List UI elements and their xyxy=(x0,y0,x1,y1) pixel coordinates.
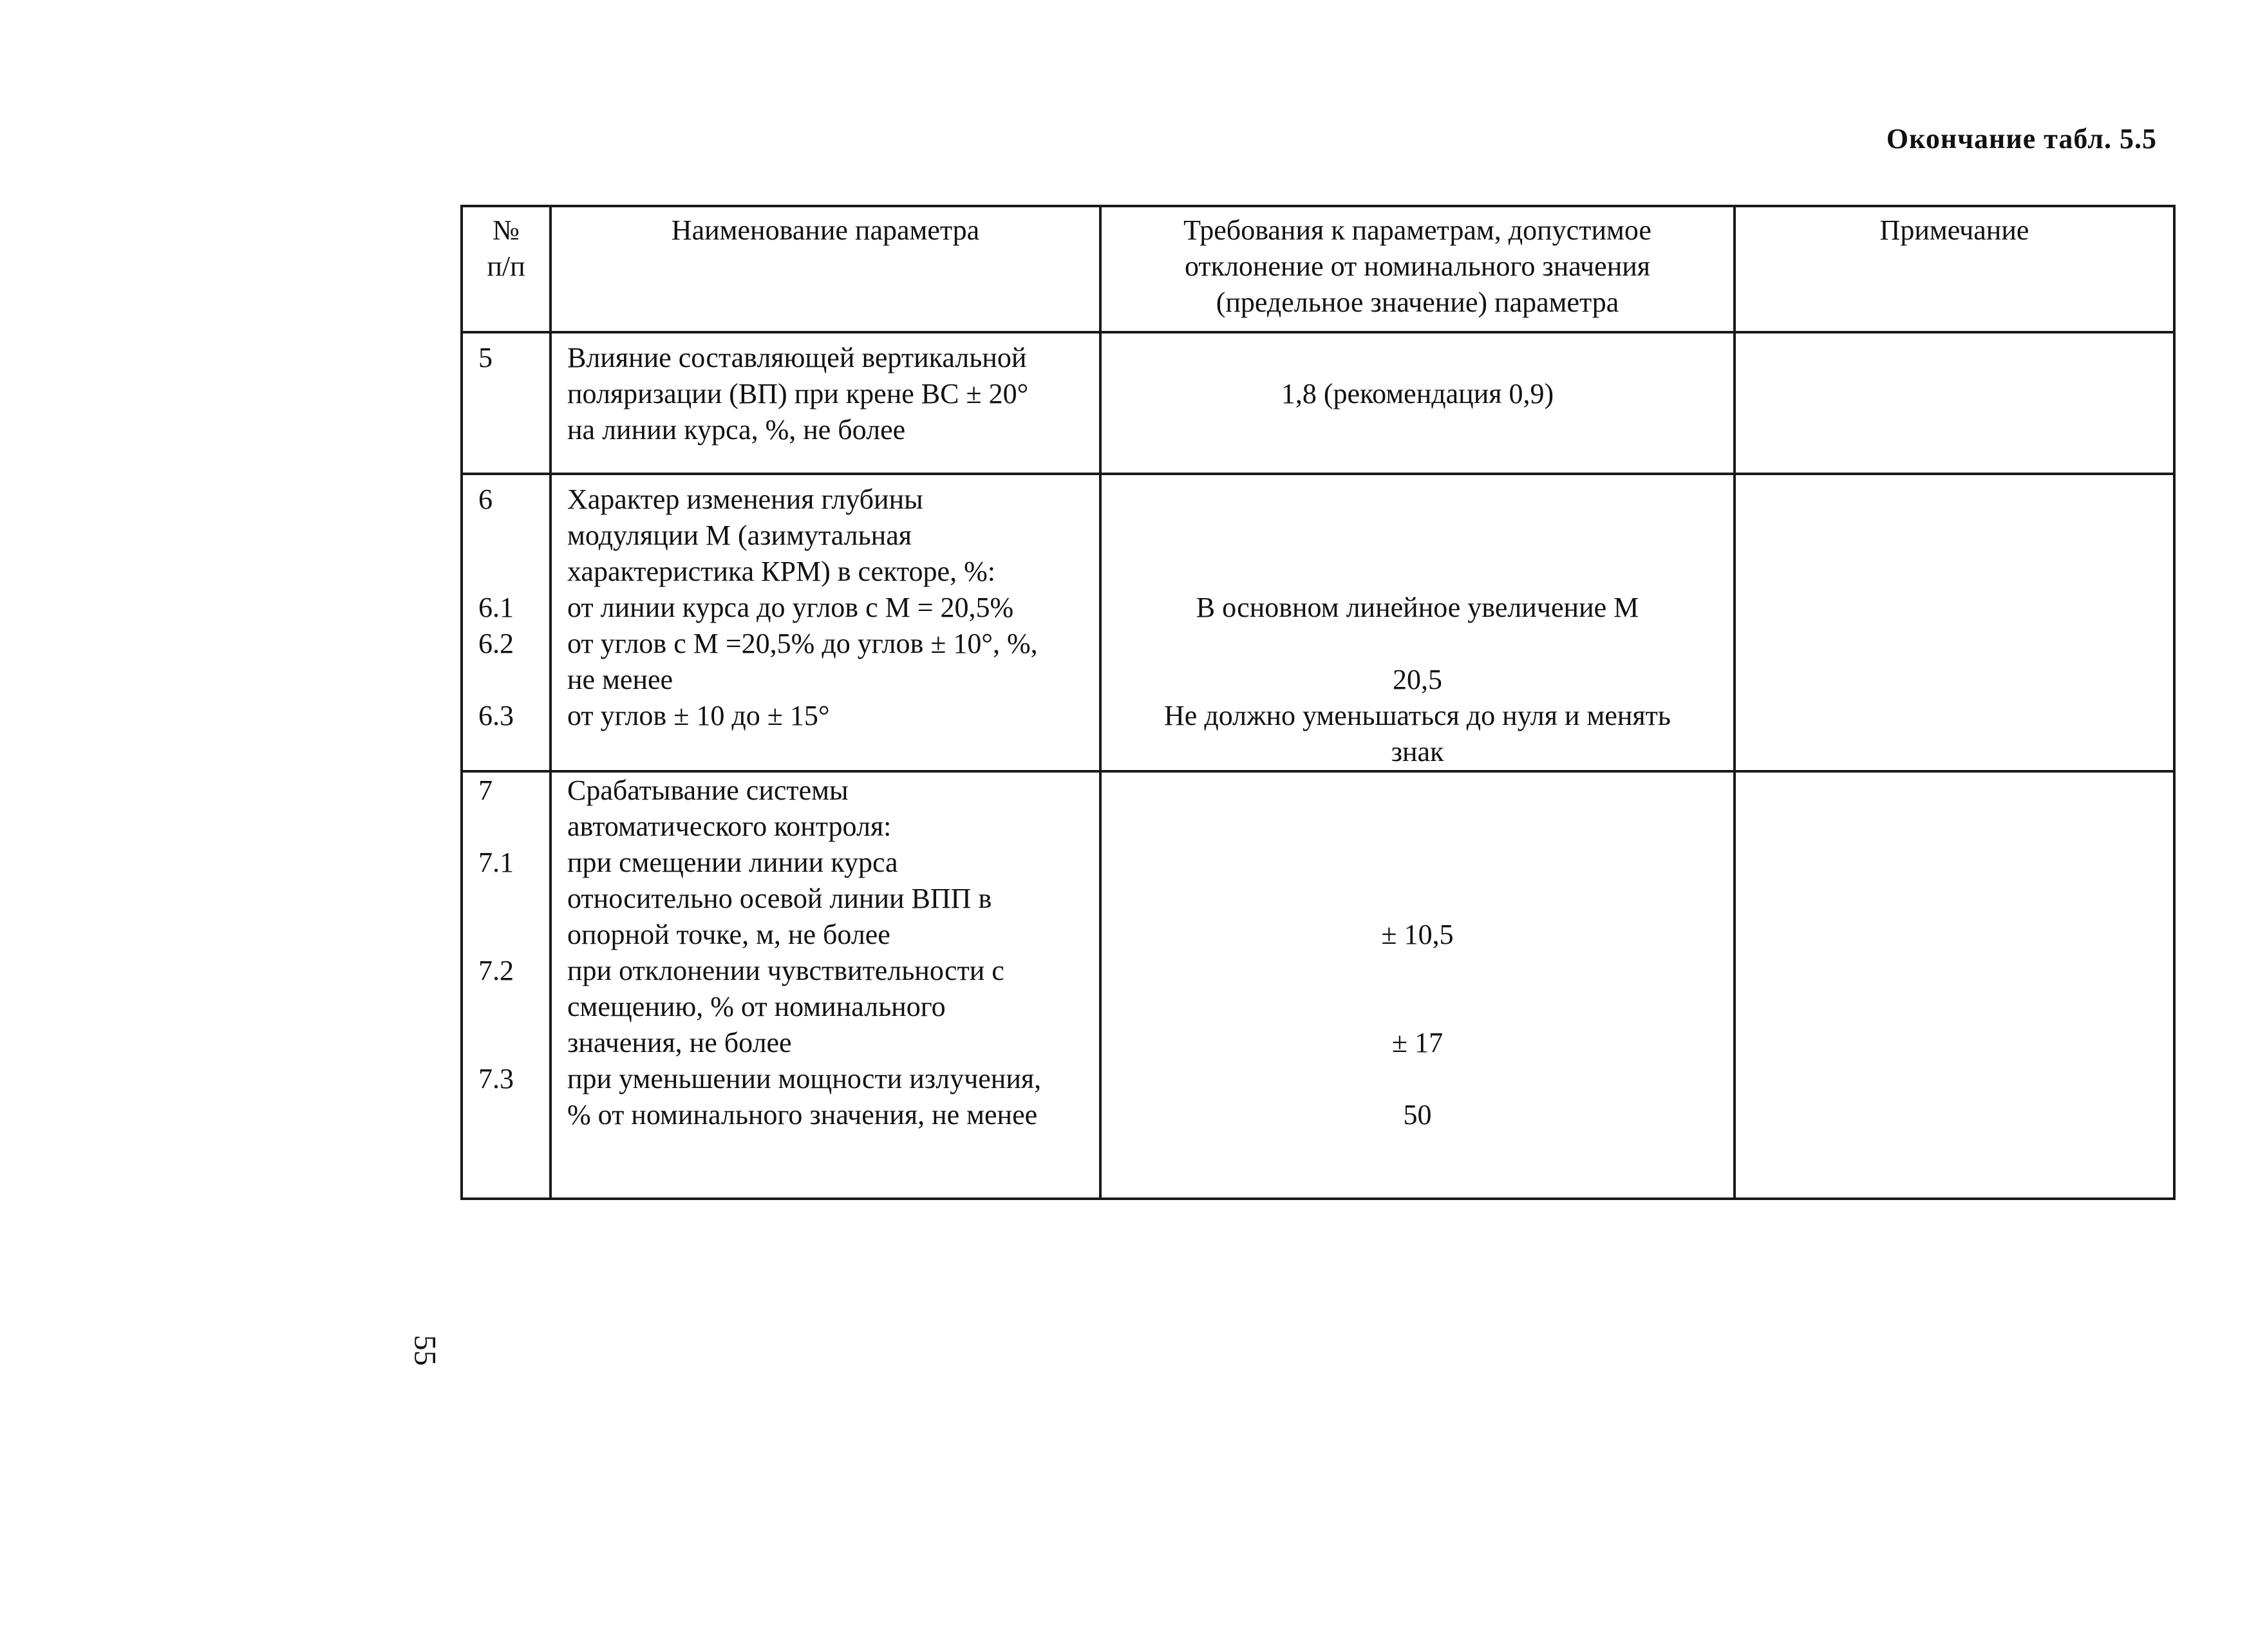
row-number: 6.1 xyxy=(478,592,514,623)
row-number xyxy=(478,554,549,590)
page-number: 55 xyxy=(408,1335,442,1366)
requirement-line xyxy=(1102,773,1733,809)
table-row xyxy=(462,771,2174,1199)
parameter-name-line: автоматического контроля: xyxy=(567,811,892,842)
requirement-line xyxy=(1102,809,1733,845)
parameter-name-line: при отклонении чувствительности с xyxy=(567,955,1004,986)
requirement-cell xyxy=(1100,771,1735,1199)
requirement-line: ± 17 xyxy=(1391,1027,1444,1058)
header-number-line: п/п xyxy=(487,250,525,282)
row-number xyxy=(478,989,549,1025)
parameters-table xyxy=(460,205,2176,1200)
note-cell xyxy=(1735,332,2174,474)
requirement-line: Не должно уменьшаться до нуля и менять xyxy=(1164,700,1671,731)
requirement-line xyxy=(1102,989,1733,1025)
header-requirements-line: Требования к параметрам, допустимое xyxy=(1183,214,1651,246)
header-number-line: № xyxy=(493,214,520,246)
requirement-line xyxy=(1102,1061,1733,1097)
row-number xyxy=(478,881,549,917)
requirement-cell xyxy=(1100,332,1735,474)
parameter-name-line: % от номинального значения, не менее xyxy=(567,1099,1038,1131)
requirement-line: 50 xyxy=(1403,1099,1432,1131)
parameter-name-line: модуляции М (азимутальная xyxy=(567,520,912,551)
table-row xyxy=(462,332,2174,474)
requirement-line: 1,8 (рекомендация 0,9) xyxy=(1281,378,1554,409)
header-parameter-name-line: Наименование параметра xyxy=(671,214,980,246)
parameter-name-line: опорной точке, м, не более xyxy=(567,919,890,950)
parameter-name-line: значения, не более xyxy=(567,1027,792,1058)
header-note-line: Примечание xyxy=(1879,214,2029,246)
parameter-name-cell xyxy=(550,332,1100,474)
note-cell xyxy=(1735,474,2174,771)
row-number: 7.2 xyxy=(478,955,514,986)
row-number: 5 xyxy=(478,342,493,373)
parameter-name-line: от линии курса до углов с М = 20,5% xyxy=(567,592,1014,623)
row-number-cell xyxy=(462,474,550,771)
parameter-name-line: от углов ± 10 до ± 15° xyxy=(567,700,830,731)
row-number: 7 xyxy=(478,774,493,806)
requirement-cell xyxy=(1100,474,1735,771)
parameter-name-line: Срабатывание системы xyxy=(567,774,849,806)
row-number xyxy=(478,662,549,698)
row-number xyxy=(478,1025,549,1061)
parameter-name-line: Влияние составляющей вертикальной xyxy=(567,342,1027,373)
requirement-line xyxy=(1102,518,1733,554)
requirement-line xyxy=(1102,482,1733,518)
parameter-name-line: смещению, % от номинального xyxy=(567,991,946,1022)
header-number xyxy=(462,206,550,332)
table-row xyxy=(462,474,2174,771)
parameter-name-cell xyxy=(550,474,1100,771)
row-number-cell xyxy=(462,771,550,1199)
requirement-line xyxy=(1102,554,1733,590)
requirement-line xyxy=(1102,845,1733,881)
row-number xyxy=(478,518,549,554)
header-requirements-line: (предельное значение) параметра xyxy=(1216,286,1619,318)
parameter-name-line: на линии курса, %, не более xyxy=(567,414,906,446)
requirement-line: В основном линейное увеличение М xyxy=(1196,592,1639,623)
parameter-name-line: характеристика КРМ) в секторе, %: xyxy=(567,556,995,587)
parameter-name-line: относительно осевой линии ВПП в xyxy=(567,883,992,914)
requirement-line xyxy=(1102,340,1733,376)
row-number xyxy=(478,809,549,845)
requirement-line: 20,5 xyxy=(1393,664,1442,695)
requirement-line xyxy=(1102,626,1733,662)
requirement-line: ± 10,5 xyxy=(1381,919,1454,950)
header-note xyxy=(1735,206,2174,332)
parameter-name-line: от углов с М =20,5% до углов ± 10°, %, xyxy=(567,628,1038,659)
requirement-line xyxy=(1102,953,1733,989)
parameter-name-line: Характер изменения глубины xyxy=(567,483,923,515)
parameter-name-line: при уменьшении мощности излучения, xyxy=(567,1063,1042,1094)
requirement-line xyxy=(1102,881,1733,917)
row-number: 6 xyxy=(478,483,493,515)
header-requirements-line: отклонение от номинального значения xyxy=(1184,250,1651,282)
row-number-cell xyxy=(462,332,550,474)
header-parameter-name xyxy=(550,206,1100,332)
row-number: 7.3 xyxy=(478,1063,514,1094)
requirement-line xyxy=(1102,412,1733,448)
row-number: 7.1 xyxy=(478,847,514,878)
table-header-row xyxy=(462,206,2174,332)
parameter-name-cell xyxy=(550,771,1100,1199)
row-number: 6.3 xyxy=(478,700,514,731)
parameter-name-line: поляризации (ВП) при крене ВС ± 20° xyxy=(567,378,1029,409)
parameter-name-line: не менее xyxy=(567,664,673,695)
parameter-name-line: при смещении линии курса xyxy=(567,847,898,878)
note-cell xyxy=(1735,771,2174,1199)
table-continuation-title: Окончание табл. 5.5 xyxy=(1886,123,2157,155)
requirement-line: знак xyxy=(1391,736,1444,767)
header-requirements xyxy=(1100,206,1735,332)
row-number xyxy=(478,917,549,953)
row-number: 6.2 xyxy=(478,628,514,659)
